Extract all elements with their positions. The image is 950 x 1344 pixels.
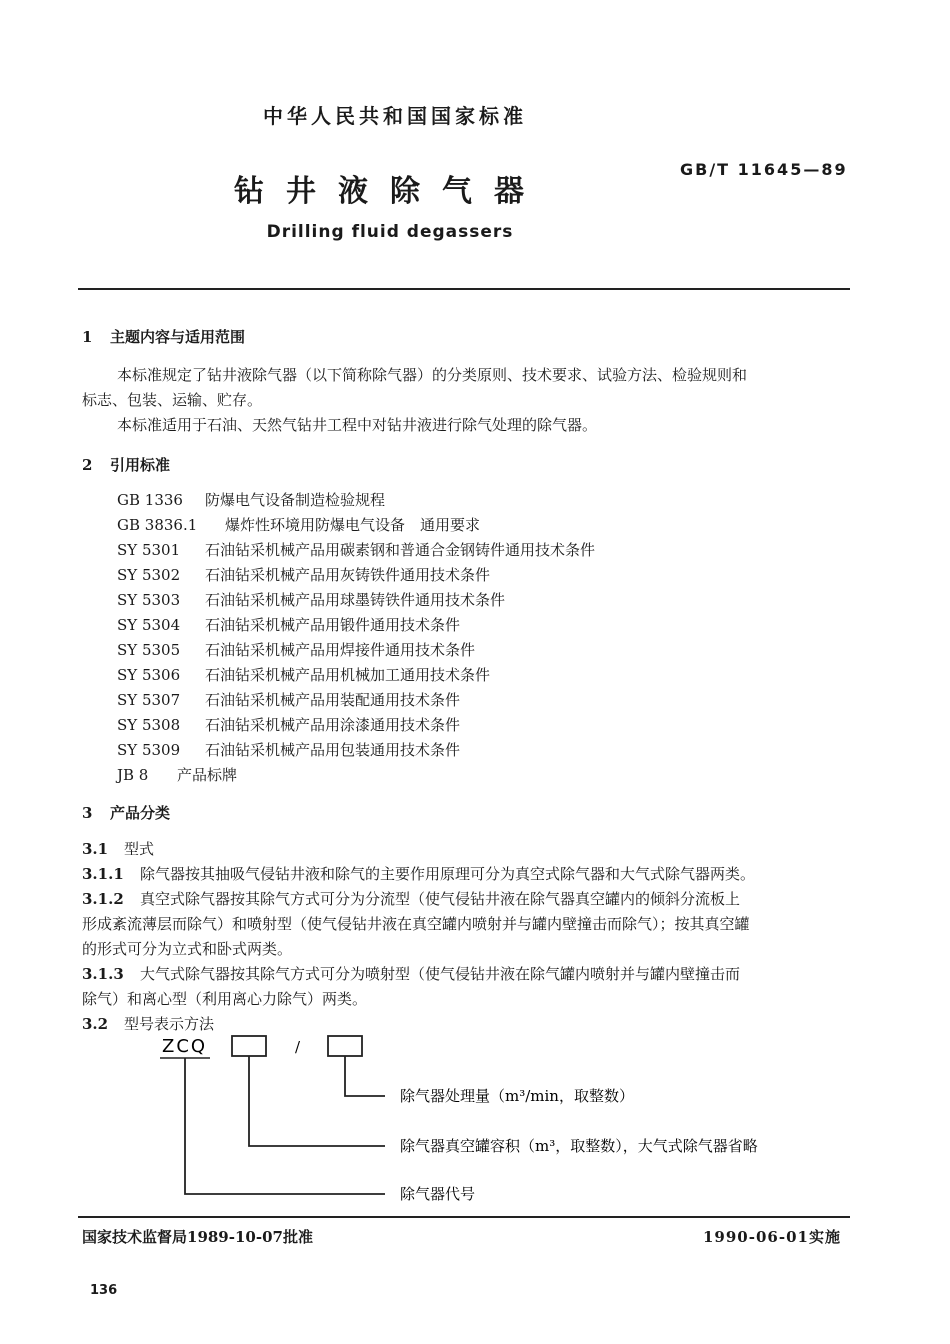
- clause-3-1-1: [82, 863, 755, 884]
- reference-item: [117, 614, 460, 635]
- code-label: 除气器代号: [400, 1185, 476, 1203]
- reference-title: 石油钻采机械产品用锻件通用技术条件: [205, 616, 461, 634]
- volume-leader-line: [249, 1056, 385, 1146]
- document-title-cn: 钻井液除气器: [234, 174, 546, 209]
- volume-box: [232, 1036, 266, 1056]
- section-3-2-title: 型号表示方法: [124, 1015, 215, 1033]
- reference-code: JB 8: [117, 766, 149, 784]
- reference-title: 产品标牌: [177, 766, 238, 784]
- approval-line: 国家技术监督局1989-10-07批准: [82, 1228, 313, 1246]
- section-3-1-heading: [82, 838, 154, 859]
- document-title-en: Drilling fluid degassers: [266, 222, 514, 242]
- section-1-para-1-line-1: 本标准规定了钻井液除气器（以下简称除气器）的分类原则、技术要求、试验方法、检验规则和: [117, 366, 748, 384]
- clause-3-1-3-line-1: [82, 963, 740, 984]
- reference-title: 石油钻采机械产品用焊接件通用技术条件: [205, 641, 476, 659]
- reference-item: [117, 739, 460, 760]
- reference-code: SY 5305: [117, 641, 181, 659]
- clause-3-1-2-line-2: 形成紊流薄层而除气）和喷射型（使气侵钻井液在真空罐内喷射并与罐内壁撞击而除气）；按其真空罐: [82, 915, 750, 933]
- section-2-heading: [82, 454, 170, 475]
- section-3-1-title: 型式: [124, 840, 155, 858]
- section-1-para-2: 本标准适用于石油、天然气钻井工程中对钻井液进行除气处理的除气器。: [117, 416, 598, 434]
- section-3-2-number: 3.2: [82, 1015, 109, 1033]
- reference-item: [117, 714, 460, 735]
- reference-item: [117, 664, 490, 685]
- header-rule: [78, 288, 850, 290]
- reference-code: SY 5301: [117, 541, 181, 559]
- reference-code: SY 5308: [117, 716, 181, 734]
- reference-code: SY 5302: [117, 566, 181, 584]
- reference-code: SY 5306: [117, 666, 181, 684]
- footer-rule: [78, 1216, 850, 1218]
- reference-code: GB 3836.1: [117, 516, 198, 534]
- clause-3-1-1-text: 除气器按其抽吸气侵钻井液和除气的主要作用原理可分为真空式除气器和大气式除气器两类。: [140, 865, 756, 883]
- model-prefix: ZCQ: [162, 1036, 208, 1057]
- reference-item: [117, 689, 460, 710]
- reference-item: [117, 514, 480, 535]
- effective-date: 1990-06-01实施: [703, 1228, 841, 1246]
- reference-code: SY 5303: [117, 591, 181, 609]
- clause-3-1-2-number: 3.1.2: [82, 890, 124, 908]
- section-1-heading: [82, 326, 245, 347]
- section-1-para-1-line-2: 标志、包装、运输、贮存。: [82, 391, 263, 409]
- clause-3-1-2-line-1: [82, 888, 740, 909]
- section-1-number: 1: [82, 328, 93, 346]
- section-2-title: 引用标准: [110, 456, 171, 474]
- reference-title: 防爆电气设备制造检验规程: [205, 491, 386, 509]
- reference-title: 石油钻采机械产品用灰铸铁件通用技术条件: [205, 566, 491, 584]
- reference-item: [117, 564, 490, 585]
- reference-code: GB 1336: [117, 491, 183, 509]
- reference-title: 石油钻采机械产品用碳素钢和普通合金钢铸件通用技术条件: [205, 541, 596, 559]
- clause-3-1-3-text: 大气式除气器按其除气方式可分为喷射型（使气侵钻井液在除气罐内喷射并与罐内壁撞击而: [140, 965, 741, 983]
- reference-code: SY 5307: [117, 691, 181, 709]
- section-3-title: 产品分类: [110, 804, 171, 822]
- section-3-1-number: 3.1: [82, 840, 109, 858]
- clause-3-1-2-text: 真空式除气器按其除气方式可分为分流型（使气侵钻井液在除气器真空罐内的倾斜分流板上: [140, 890, 741, 908]
- clause-3-1-3-line-2: 除气）和离心型（利用离心力除气）两类。: [82, 990, 368, 1008]
- code-leader-line: [185, 1058, 385, 1194]
- reference-title: 石油钻采机械产品用机械加工通用技术条件: [205, 666, 491, 684]
- reference-code: SY 5309: [117, 741, 181, 759]
- reference-code: SY 5304: [117, 616, 181, 634]
- capacity-leader-line: [345, 1056, 385, 1096]
- capacity-label: 除气器处理量（m³/min，取整数）: [400, 1087, 634, 1105]
- reference-item: [117, 764, 237, 785]
- reference-item: [117, 539, 595, 560]
- page-number: 136: [90, 1283, 118, 1298]
- section-2-number: 2: [82, 456, 93, 474]
- section-3-number: 3: [82, 804, 93, 822]
- clause-3-1-1-number: 3.1.1: [82, 865, 124, 883]
- standard-number: GB/T 11645—89: [680, 160, 848, 179]
- reference-item: [117, 489, 385, 510]
- model-separator: /: [295, 1038, 301, 1056]
- org-title: 中华人民共和国国家标准: [263, 104, 527, 128]
- model-designation-diagram: [160, 1030, 860, 1210]
- reference-item: [117, 589, 505, 610]
- capacity-box: [328, 1036, 362, 1056]
- clause-3-1-2-line-3: 的形式可分为立式和卧式两类。: [82, 940, 293, 958]
- reference-title: 石油钻采机械产品用涂漆通用技术条件: [205, 716, 461, 734]
- section-3-heading: [82, 802, 170, 823]
- volume-label: 除气器真空罐容积（m³，取整数），大气式除气器省略: [400, 1137, 758, 1155]
- reference-title: 石油钻采机械产品用包装通用技术条件: [205, 741, 461, 759]
- section-1-title: 主题内容与适用范围: [110, 328, 246, 346]
- clause-3-1-3-number: 3.1.3: [82, 965, 124, 983]
- reference-title: 爆炸性环境用防爆电气设备 通用要求: [225, 516, 481, 534]
- reference-item: [117, 639, 475, 660]
- reference-title: 石油钻采机械产品用球墨铸铁件通用技术条件: [205, 591, 506, 609]
- reference-title: 石油钻采机械产品用装配通用技术条件: [205, 691, 461, 709]
